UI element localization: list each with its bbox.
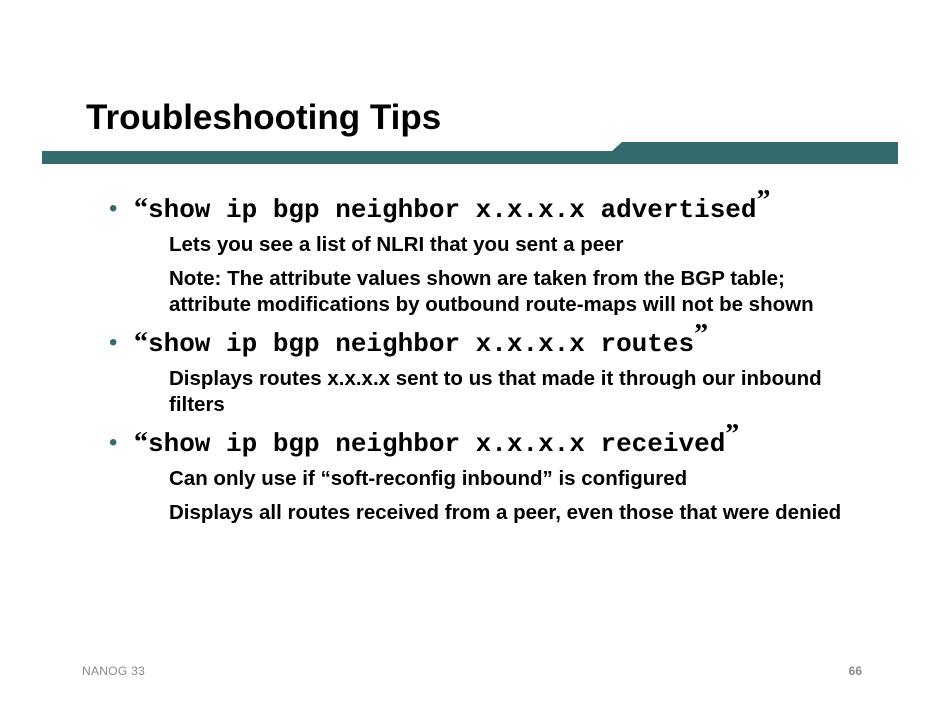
- sub-list: [100, 366, 890, 418]
- bullet-dot-icon: •: [109, 195, 118, 222]
- open-quote: “: [134, 327, 148, 358]
- sub-item: Displays routes x.x.x.x sent to us that made it through our inbound filters: [169, 367, 822, 416]
- command-text: show ip bgp neighbor x.x.x.x received: [148, 429, 726, 459]
- title-bar-band: [42, 142, 898, 164]
- sub-item: Can only use if “soft-reconfig inbound” is configured: [169, 467, 688, 490]
- open-quote: “: [134, 193, 148, 224]
- open-quote: “: [134, 427, 148, 458]
- command-text: show ip bgp neighbor x.x.x.x routes: [148, 329, 695, 359]
- bullet-item: [100, 185, 890, 318]
- sub-item: Note: The attribute values shown are taken from the BGP table; attribute modifications by outbound route-maps will not be shown: [169, 267, 814, 316]
- sub-list: [100, 232, 890, 318]
- close-quote: ”: [694, 319, 709, 350]
- bullet-list: [100, 185, 890, 534]
- footer-page-number: 66: [848, 664, 862, 678]
- sub-item: Displays all routes received from a peer, even those that were denied: [169, 501, 842, 524]
- bullet-dot-icon: •: [109, 329, 118, 356]
- bullet-item: [100, 319, 890, 418]
- close-quote: ”: [725, 419, 740, 450]
- bullet-dot-icon: •: [109, 429, 118, 456]
- sub-item: Lets you see a list of NLRI that you sent a peer: [169, 233, 624, 256]
- footer-event-label: NANOG 33: [82, 664, 146, 678]
- title-underline-bar: [0, 140, 942, 164]
- bullet-item: [100, 419, 890, 526]
- slide-title: Troubleshooting Tips: [86, 98, 442, 137]
- command-text: show ip bgp neighbor x.x.x.x advertised: [148, 195, 757, 225]
- sub-list: [100, 466, 890, 526]
- close-quote: ”: [756, 185, 771, 216]
